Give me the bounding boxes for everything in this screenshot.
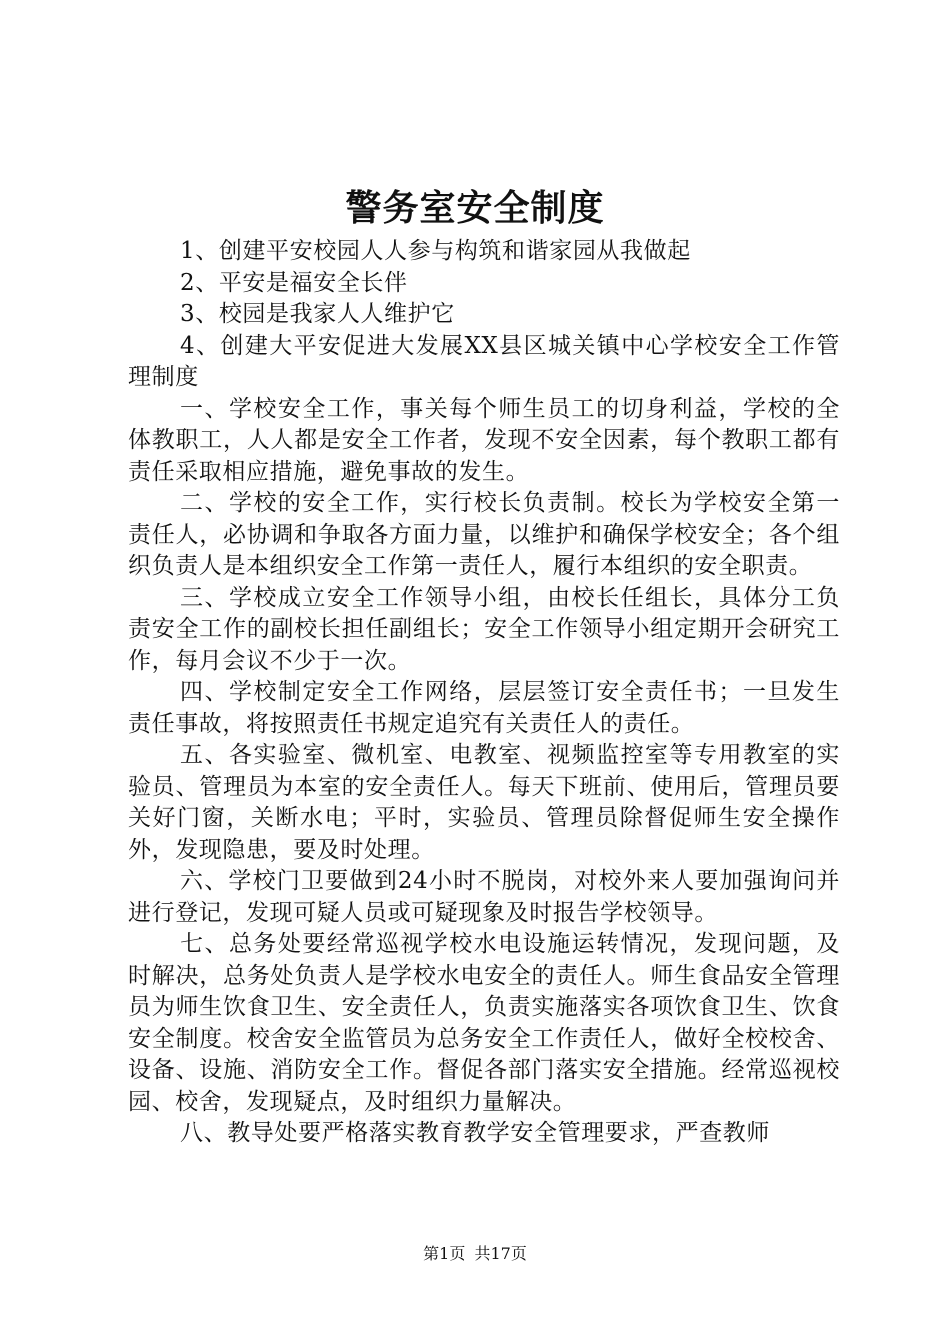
- document-body: [128, 236, 840, 1150]
- paragraph-6: 二、学校的安全工作，实行校长负责制。校长为学校安全第一责任人，必协调和争取各方面力量，以维护和确保学校安全；各个组织负责人是本组织安全工作第一责任人，履行本组织的安全职责。: [128, 490, 840, 579]
- paragraph-7: 三、学校成立安全工作领导小组，由校长任组长，具体分工负责安全工作的副校长担任副组长；安全工作领导小组定期开会研究工作，每月会议不少于一次。: [128, 584, 840, 674]
- paragraph-4: 4、创建大平安促进大发展XX县区城关镇中心学校安全工作管理制度: [128, 332, 840, 390]
- paragraph-2: 2、平安是福安全长伴: [180, 269, 408, 296]
- paragraph-1: 1、创建平安校园人人参与构筑和谐家园从我做起: [180, 238, 691, 264]
- paragraph-10: 六、学校门卫要做到24小时不脱岗，对校外来人要加强询问并进行登记，发现可疑人员或可疑现象及时报告学校领导。: [128, 868, 840, 926]
- paragraph-11: 七、总务处要经常巡视学校水电设施运转情况，发现问题，及时解决，总务处负责人是学校水电安全的责任人。师生食品安全管理员为师生饮食卫生、安全责任人，负责实施落实各项饮食卫生、饮食安全制度。校舍安全监管员为总务安全工作责任人，做好全校校舍、设备、设施、消防安全工作。督促各部门落实安全措施。经常巡视校园、校舍，发现疑点，及时组织力量解决。: [128, 931, 840, 1115]
- paragraph-9: 五、各实验室、微机室、电教室、视频监控室等专用教室的实验员、管理员为本室的安全责任人。每天下班前、使用后，管理员要关好门窗，关断水电；平时，实验员、管理员除督促师生安全操作外，发现隐患，要及时处理。: [128, 742, 840, 863]
- paragraph-12: 八、教导处要严格落实教育教学安全管理要求，严查教师: [180, 1120, 770, 1146]
- page-total: 共17页: [474, 1244, 527, 1263]
- page-number: 第1页: [423, 1244, 466, 1263]
- page-title: 警务室安全制度: [345, 187, 605, 229]
- paragraph-8: 四、学校制定安全工作网络，层层签订安全责任书；一旦发生责任事故，将按照责任书规定追究有关责任人的责任。: [128, 679, 840, 737]
- paragraph-5: 一、学校安全工作，事关每个师生员工的切身利益，学校的全体教职工，人人都是安全工作者，发现不安全因素，每个教职工都有责任采取相应措施，避免事故的发生。: [128, 395, 840, 485]
- page-footer: [0, 1243, 950, 1265]
- paragraph-3: 3、校园是我家人人维护它: [180, 301, 455, 327]
